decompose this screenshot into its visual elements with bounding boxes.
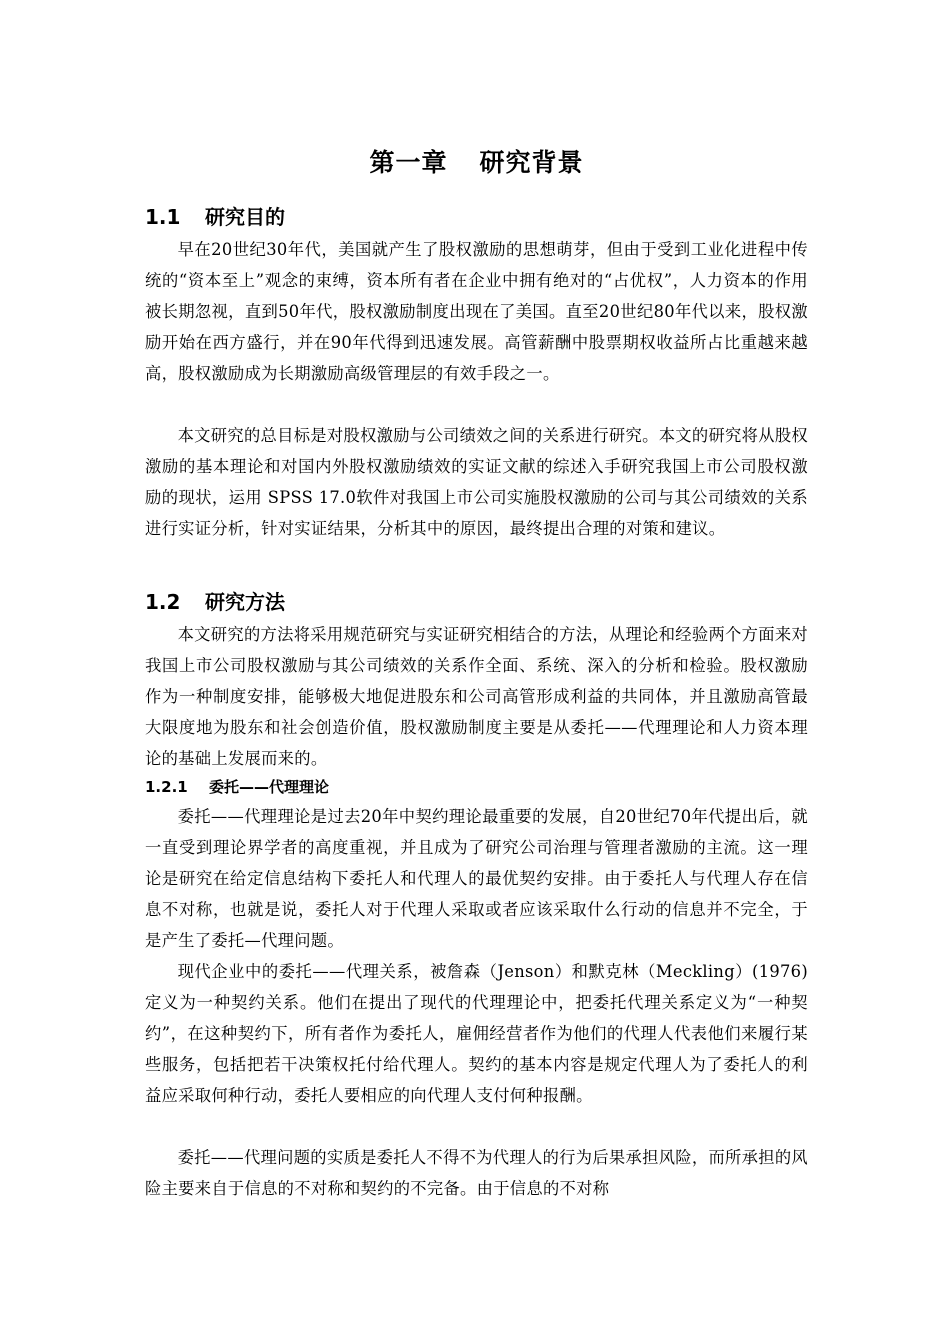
section-number: 1.2 [145, 590, 181, 614]
chapter-title [145, 146, 808, 180]
section-title: 研究目的 [205, 205, 285, 229]
body-paragraph: 委托——代理问题的实质是委托人不得不为代理人的行为后果承担风险，而所承担的风险主要来自于信息的不对称和契约的不完备。由于信息的不对称 [145, 1148, 808, 1198]
subsection-title: 委托——代理理论 [209, 778, 330, 796]
section-title: 研究方法 [205, 590, 285, 614]
body-paragraph: 本文研究的总目标是对股权激励与公司绩效之间的关系进行研究。本文的研究将从股权激励的基本理论和对国内外股权激励绩效的实证文献的综述入手研究我国上市公司股权激励的现状，运用 SPSS 17.0软件对我国上市公司实施股权激励的公司与其公司绩效的关系进行实证分析，针对实证结果，分析其中的原因，最终提出合理的对策和建议。 [145, 426, 808, 538]
section-heading-1-2 [145, 588, 285, 616]
subsection-heading-1-2-1 [145, 776, 329, 798]
section-number: 1.1 [145, 205, 181, 229]
section-heading-1-1 [145, 203, 285, 231]
body-paragraph: 现代企业中的委托——代理关系，被詹森（Jenson）和默克林（Meckling）(1976)定义为一种契约关系。他们在提出了现代的代理理论中，把委托代理关系定义为“一种契约”，在这种契约下，所有者作为委托人，雇佣经营者作为他们的代理人代表他们来履行某些服务，包括把若干决策权托付给代理人。契约的基本内容是规定代理人为了委托人的利益应采取何种行动，委托人要相应的向代理人支付何种报酬。 [145, 962, 808, 1105]
chapter-name: 研究背景 [479, 148, 584, 177]
body-paragraph: 本文研究的方法将采用规范研究与实证研究相结合的方法，从理论和经验两个方面来对我国上市公司股权激励与其公司绩效的关系作全面、系统、深入的分析和检验。股权激励作为一种制度安排，能够极大地促进股东和公司高管形成利益的共同体，并且激励高管最大限度地为股东和社会创造价值，股权激励制度主要是从委托——代理理论和人力资本理论的基础上发展而来的。 [145, 625, 808, 768]
subsection-number: 1.2.1 [145, 778, 188, 796]
chapter-number: 第一章 [369, 148, 448, 177]
body-paragraph: 委托——代理理论是过去20年中契约理论最重要的发展，自20世纪70年代提出后，就一直受到理论界学者的高度重视，并且成为了研究公司治理与管理者激励的主流。这一理论是研究在给定信息结构下委托人和代理人的最优契约安排。由于委托人与代理人存在信息不对称，也就是说，委托人对于代理人采取或者应该采取什么行动的信息并不完全，于是产生了委托—代理问题。 [145, 807, 808, 950]
body-paragraph: 早在20世纪30年代，美国就产生了股权激励的思想萌芽，但由于受到工业化进程中传统的“资本至上”观念的束缚，资本所有者在企业中拥有绝对的“占优权”，人力资本的作用被长期忽视，直到50年代，股权激励制度出现在了美国。直至20世纪80年代以来，股权激励开始在西方盛行，并在90年代得到迅速发展。高管薪酬中股票期权收益所占比重越来越高，股权激励成为长期激励高级管理层的有效手段之一。 [145, 240, 808, 383]
